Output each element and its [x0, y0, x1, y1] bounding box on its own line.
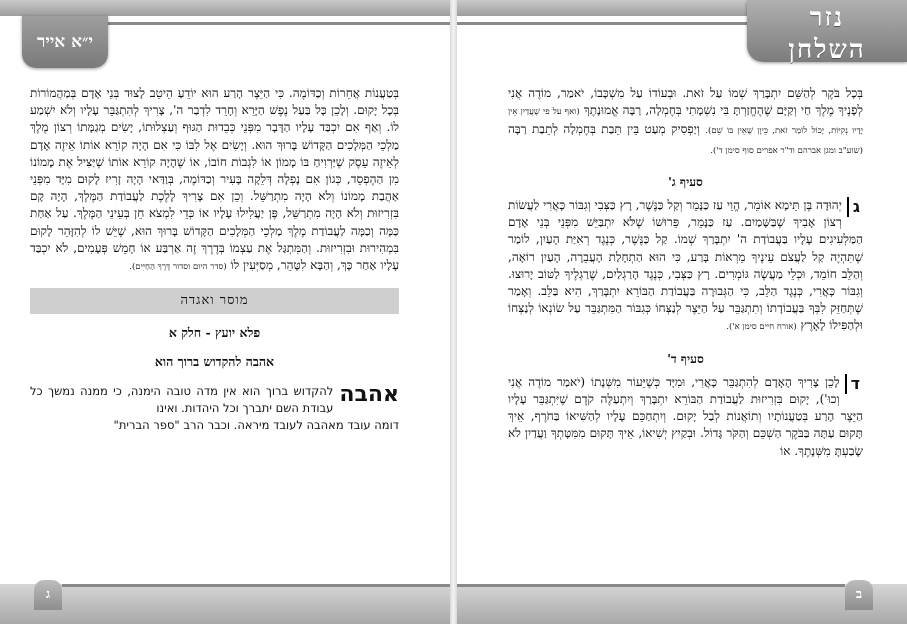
source-citation: (סדר היום וסדור דֶּרֶךְ הַחַיִּים). — [129, 262, 227, 273]
section-title-4: סעיף ד' — [667, 351, 704, 366]
section-3-source: (אורח חיים סימן א'). — [726, 322, 797, 333]
book-title-line-1: נזר — [809, 3, 845, 33]
footer-line — [457, 584, 845, 587]
book-title-tab — [747, 0, 907, 65]
body-paragraph: בְּטַעֲנוֹת אֲחֵרוֹת וְכַדּוֹמֶה. כִּי הַיֵּצֶר הָרַע הוּא יוֹדֵעַ הֵיטֵב לָצוּד בְּנֵי אָדָם בְּמַהֲמוֹרוֹת בְּכָל יָקוּם. וְלָכֵן כָּל בַּעַל נֶפֶשׁ הַיָּרֵא וְחָרֵד לִדְבַר ה', צָרִיךְ לְהִתְגַּבֵּר עָלָיו וְלֹא יִשְׁמַע לוֹ. וְאַף אִם יִכְבַּד עָלָיו הַדָּבָר מִפְּנֵי כְּבֵדוּת הַגּוּף וְעַצְלוּתוֹ, יָשִׂים מְגַמָּתוֹ רְצוֹן מֶלֶךְ מַלְכֵי הַמְּלָכִים הַקָּדוֹשׁ בָּרוּךְ הוּא. וְיָשִׂים אֶל לִבּוֹ כִּי אִם הָיָה קוֹרֵא אוֹתוֹ אֵיזֶה אָדָם לְאֵיזֶה עֵסֶק שֶׁיַּרְוִיחַ בּוֹ מָמוֹן אוֹ לִגְבוֹת חוֹבוֹ, אוֹ שֶׁהָיָה קוֹרֵא אוֹתוֹ שֶׁיַּצִּיל אֶת מָמוֹנוֹ מִן הַהֶפְסֵד, כְּגוֹן אִם נָפְלָה דְּלֵקָה בָּעִיר וְכַדּוֹמֶה, בְּוַדַּאי הָיָה זָרִיז לָקוּם מִיָּד מִפְּנֵי אַהֲבַת מָמוֹנוֹ וְלֹא הָיָה מִתְרַשֵּׁל. וְכֵן אִם צָרִיךְ לָלֶכֶת לַעֲבוֹדַת הַמֶּלֶךְ, הָיָה קָם בִּזְרִיזוּת וְלֹא הָיָה מִתְרַשֵּׁל, פֶּן יַעֲלִילוּ עָלָיו אוֹ כְּדֵי לִמְצֹא חֵן בְּעֵינֵי הַמֶּלֶךְ. עַל אַחַת כַּמָּה וְכַמָּה לַעֲבוֹדַת מֶלֶךְ מַלְכֵי הַמְּלָכִים הַקָּדוֹשׁ בָּרוּךְ הוּא, שֶׁיֵּשׁ לוֹ לְהִזָּהֵר לָקוּם בִּמְהִירוּת וּבִזְרִיזוּת. וְהַמִּתְגַּל אֶת עַצְמוֹ בְּדֶרֶךְ זֶה אַרְבַּע אוֹ חָמֵשׁ פְּעָמִים, לֹא יִכְבַּד עָלָיו אַחַר כָּךְ, וְהַבָּא לִטָּהֵר, מְסַיְּעִין לוֹ (סדר היום וסדור דֶּרֶךְ הַחַיִּים). — [30, 86, 400, 273]
right-column — [508, 85, 863, 460]
drop-word: אהבה — [339, 381, 399, 407]
intro-paragraph: בְּכָל בֹּקֶר לְהַשֵּׁם יִתְבָּרַךְ שְׁמוֹ עַל זֹאת. וּבְעוֹדוֹ עַל מִשְׁכָּבוֹ, יֹאמַר, מוֹדֶה אֲנִי לְפָנֶיךָ מֶלֶךְ חַי וְקַיָּם שֶׁהֶחֱזַרְתָּ בִּי נִשְׁמָתִי בְּחֶמְלָה, רַבָּה אֱמוּנָתֶךָ (ואף על פי שֶׁעֲדַיִן אֵין יָדָיו נְקִיּוֹת, יָכוֹל לוֹמַר זֹאת, כֵּיוָן שֶׁאֵין בּוֹ שֵׁם). וְיַפְסִיק מְעַט בֵּין תֵּבַת בְּחֶמְלָה לְתֵבַת רַבָּה (שוע"ב ומגן אברהם וד"ר אפרים סוף סימן ד'). — [508, 86, 863, 156]
page-footer — [0, 584, 450, 624]
drop-text: להקדוש ברוך הוא אין מדה טובה הימנה, כי ממנה נמשך כל עבודת השם יתברך וכל היהדות. ואינו — [30, 383, 334, 415]
top-rule — [0, 0, 450, 16]
page-number: ב — [845, 580, 873, 610]
date-tab — [22, 16, 108, 68]
page-footer — [457, 584, 907, 624]
date-tab-label: י״א אייר — [37, 32, 93, 52]
section-4-paragraph: ד לָכֵן צָרִיךְ הָאָדָם לְהִתְגַּבֵּר כָּאֲרִי, וּמִיָּד כְּשֶׁיֵּעוֹר מִשְּׁנָתוֹ (יֹאמַר מוֹדֶה אֲנִי וְכוּ'), יָקוּם בִּזְרִיזוּת לַעֲבוֹדַת הַבּוֹרֵא יִתְבָּרַךְ וְיִתְעַלֶּה קֹדֶם שֶׁיִּתְגַּבֵּר עָלָיו הַיֵּצֶר הָרַע בְּטַעֲנוֹתָיו וְתוֹאֲנוֹת לְבַל יָקוּם. וְיִתְחַכֵּם עָלָיו לְהַשִּׁיאוֹ בַּחֹרֶף, אֵיךְ תָּקוּם עַתָּה בַּבֹּקֶר הַשְׁכֵּם וְהַקֹּר גָּדוֹל. וּבְקַיִץ יְשִׁיאוֹ, אֵיךְ תָּקוּם מִמִּטָּתְךָ וַעֲדַיִן לֹא שָׂבַעְתָּ מִשְּׁנָתֶךָ. אוֹ — [508, 373, 863, 458]
top-line — [108, 22, 450, 25]
chapter-title: אהבה להקדוש ברוך הוא — [154, 354, 275, 370]
right-page — [457, 0, 907, 624]
section-letter-gimel: ג — [847, 197, 863, 217]
page-number: ג — [34, 580, 62, 610]
section-heading: מוסר ואגדה — [30, 288, 399, 314]
intro-note: (ואף על פי שֶׁעֲדַיִן אֵין יָדָיו נְקִיּוֹת, יָכוֹל לוֹמַר זֹאת, כֵּיוָן שֶׁאֵין בּוֹ שֵׁם). — [508, 107, 863, 137]
top-line — [457, 22, 747, 25]
continuation-text: דומה עובד מאהבה לעובד מיראה. וכבר הרב "ספר הברית" — [113, 417, 399, 432]
book-gutter — [450, 0, 457, 624]
left-column — [30, 85, 399, 434]
section-3-paragraph: ג יְהוּדָה בֶּן תֵּימָא אוֹמֵר, הֱוֵי עַז כַּנָּמֵר וְקַל כַּנֶּשֶׁר, רָץ כַּצְּבִי וְגִבּוֹר כָּאֲרִי לַעֲשׂוֹת רְצוֹן אָבִיךָ שֶׁבַּשָּׁמַיִם. עַז כַּנָּמֵר, פֵּרוּשׁוֹ שֶׁלֹּא יִתְבַּיֵּשׁ מִפְּנֵי בְּנֵי אָדָם הַמַּלְעִיגִים עָלָיו בַּעֲבוֹדַת ה' יִתְבָּרַךְ שְׁמוֹ. קַל כַּנֶּשֶׁר, כְּנֶגֶד רְאִיַּת הָעַיִן, לוֹמַר שֶׁתִּהְיֶה קַל לַעֲצֹם עֵינֶיךָ מֵרְאוֹת בָּרַע, כִּי הוּא הַתְחָלַת הָעֲבֵרָה, הָעַיִן רוֹאָה, וְהַלֵּב חוֹמֵד, וּכְלֵי מַעֲשֶׂה גּוֹמְרִים. רָץ כַּצְּבִי, כְּנֶגֶד הָרַגְלַיִם, שֶׁרַגְלֶיךָ לַטּוֹב יָרוּצוּ. וְגִבּוֹר כָּאֲרִי, כְּנֶגֶד הַלֵּב, כִּי הַגְּבוּרָה בַּעֲבוֹדַת הַבּוֹרֵא יִתְבָּרַךְ, הִיא בַּלֵּב. וְאָמַר שֶׁתְּחַזֵּק לִבְּךָ בַּעֲבוֹדָתוֹ וְתִתְגַּבֵּר עַל הַיֵּצֶר לְנַצְּחוֹ כְּגִבּוֹר הַמִּתְגַּבֵּר עַל שׂוֹנְאוֹ לְנַצְּחוֹ וּלְהַפִּילוֹ לָאָרֶץ (אורח חיים סימן א'). — [508, 197, 863, 333]
drop-word-paragraph — [30, 383, 399, 417]
book-title-line-2: השלחן — [788, 35, 866, 65]
left-page — [0, 0, 450, 624]
section-letter-dalet: ד — [845, 374, 863, 394]
footer-line — [62, 584, 450, 587]
intro-source: (שוע"ב ומגן אברהם וד"ר אפרים סוף סימן ד'). — [710, 145, 863, 156]
book-title: פלא יועץ - חלק א — [168, 325, 261, 341]
section-title-3: סעיף ג' — [668, 174, 703, 189]
